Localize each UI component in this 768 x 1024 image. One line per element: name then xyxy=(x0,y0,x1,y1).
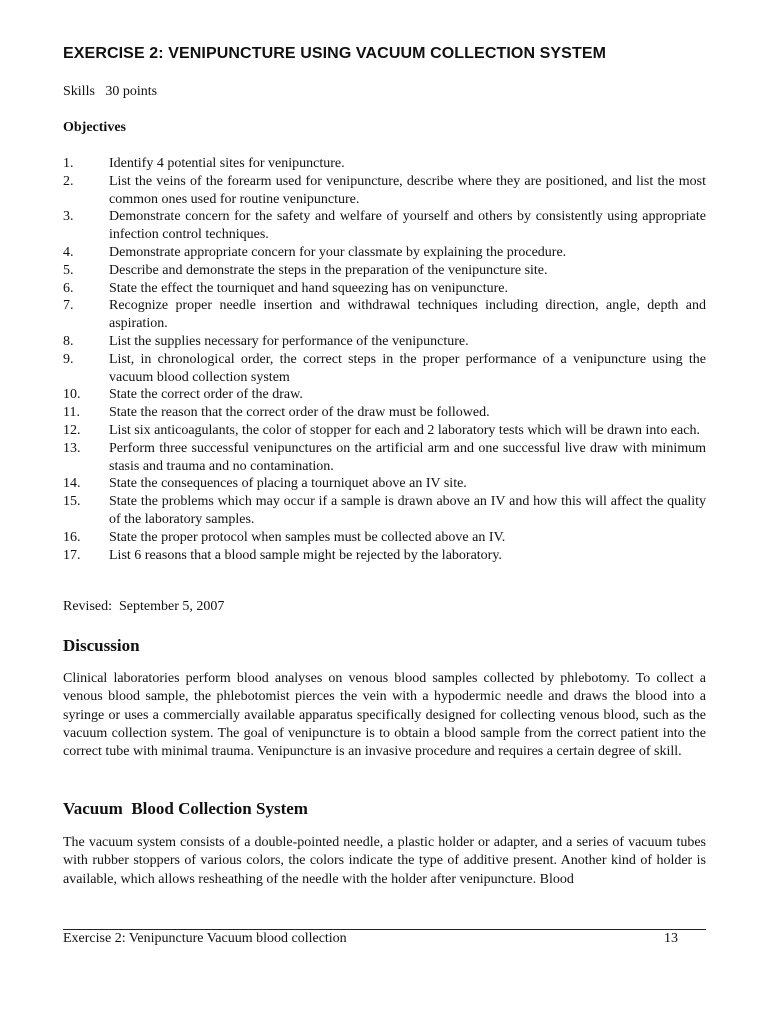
objective-number: 3. xyxy=(63,209,74,225)
objective-item xyxy=(63,404,706,422)
objective-number: 9. xyxy=(63,351,74,367)
objectives-heading: Objectives xyxy=(63,120,126,135)
objective-item xyxy=(63,475,706,493)
objective-number: 6. xyxy=(63,280,74,296)
objective-text: List the veins of the forearm used for venipuncture, describe where they are positioned, and list the most common ones used for routine venipuncture. xyxy=(109,173,706,207)
objective-number: 16. xyxy=(63,529,81,545)
objective-text: Identify 4 potential sites for venipuncture. xyxy=(109,156,345,171)
objective-item xyxy=(63,173,706,209)
objective-text: List the supplies necessary for performance of the venipuncture. xyxy=(109,333,469,349)
vacuum-system-heading: Vacuum Blood Collection System xyxy=(63,799,308,818)
objective-text: State the proper protocol when samples must be collected above an IV. xyxy=(109,529,506,545)
objective-text: List 6 reasons that a blood sample might be rejected by the laboratory. xyxy=(109,547,502,563)
objective-item xyxy=(63,386,706,404)
discussion-paragraph: Clinical laboratories perform blood analyses on venous blood samples collected by phlebotomy. To collect a venous blood sample, the phlebotomist pierces the vein with a hypodermic needle and draws the blood into a syringe or uses a commercially available apparatus specifically designed for collecting venous blood, such as the vacuum collection system. The goal of venipuncture is to obtain a blood sample from the correct patient into the correct tube with minimal trauma. Venipuncture is an invasive procedure and requires a certain degree of skill. xyxy=(63,671,706,760)
objective-item xyxy=(63,208,706,244)
objective-item xyxy=(63,351,706,387)
objective-item xyxy=(63,333,706,351)
objective-text: Recognize proper needle insertion and withdrawal techniques including direction, angle, depth and aspiration. xyxy=(109,298,706,332)
objective-number: 14. xyxy=(63,476,81,492)
objective-text: State the reason that the correct order of the draw must be followed. xyxy=(109,405,490,421)
objective-number: 7. xyxy=(63,298,74,314)
objective-item xyxy=(63,529,706,547)
footer-divider xyxy=(63,929,706,930)
objective-item xyxy=(63,422,706,440)
skills-points: Skills 30 points xyxy=(63,84,158,99)
objective-item xyxy=(63,155,706,173)
objective-number: 17. xyxy=(63,547,81,563)
objectives-list xyxy=(63,155,706,564)
discussion-heading: Discussion xyxy=(63,636,140,655)
vacuum-system-paragraph: The vacuum system consists of a double-pointed needle, a plastic holder or adapter, and a series of vacuum tubes with rubber stoppers of various colors, the colors indicate the type of additive present. Another kind of holder is available, which allows resheathing of the needle with the holder after venipuncture. Blood xyxy=(63,835,706,887)
revised-date: Revised: September 5, 2007 xyxy=(63,599,225,614)
objective-text: List six anticoagulants, the color of stopper for each and 2 laboratory tests which will be drawn into each. xyxy=(109,422,700,438)
objective-text: State the consequences of placing a tourniquet above an IV site. xyxy=(109,476,467,492)
objective-number: 4. xyxy=(63,244,74,260)
objective-number: 10. xyxy=(63,387,81,403)
objective-item xyxy=(63,493,706,529)
objective-text: State the effect the tourniquet and hand squeezing has on venipuncture. xyxy=(109,280,508,296)
objective-text: State the correct order of the draw. xyxy=(109,387,303,403)
objective-text: Describe and demonstrate the steps in the preparation of the venipuncture site. xyxy=(109,262,548,278)
objective-number: 1. xyxy=(63,156,74,171)
objective-item xyxy=(63,262,706,280)
objective-item xyxy=(63,297,706,333)
objective-number: 2. xyxy=(63,173,74,189)
objective-text: State the problems which may occur if a sample is drawn above an IV and how this will affect the quality of the laboratory samples. xyxy=(109,494,706,527)
objective-text: Demonstrate appropriate concern for your classmate by explaining the procedure. xyxy=(109,244,567,260)
objective-number: 12. xyxy=(63,422,81,438)
objective-number: 5. xyxy=(63,262,74,278)
objective-text: List, in chronological order, the correct steps in the proper performance of a venipuncture using the vacuum blood collection system xyxy=(109,351,706,385)
objective-item xyxy=(63,440,706,476)
objective-number: 13. xyxy=(63,440,81,456)
objective-item xyxy=(63,547,706,565)
objective-text: Demonstrate concern for the safety and welfare of yourself and others by consistently using appropriate infection control techniques. xyxy=(109,209,706,243)
objective-item xyxy=(63,280,706,298)
page-number: 13 xyxy=(664,931,678,946)
footer-title: Exercise 2: Venipuncture Vacuum blood collection xyxy=(63,931,347,946)
objective-text: Perform three successful venipunctures on the artificial arm and one successful live draw with minimum stasis and trauma and no contamination. xyxy=(109,440,706,474)
objective-number: 11. xyxy=(63,405,80,421)
objective-item xyxy=(63,244,706,262)
objective-number: 8. xyxy=(63,333,74,349)
exercise-title: EXERCISE 2: VENIPUNCTURE USING VACUUM COLLECTION SYSTEM xyxy=(63,45,607,62)
objective-number: 15. xyxy=(63,494,81,510)
